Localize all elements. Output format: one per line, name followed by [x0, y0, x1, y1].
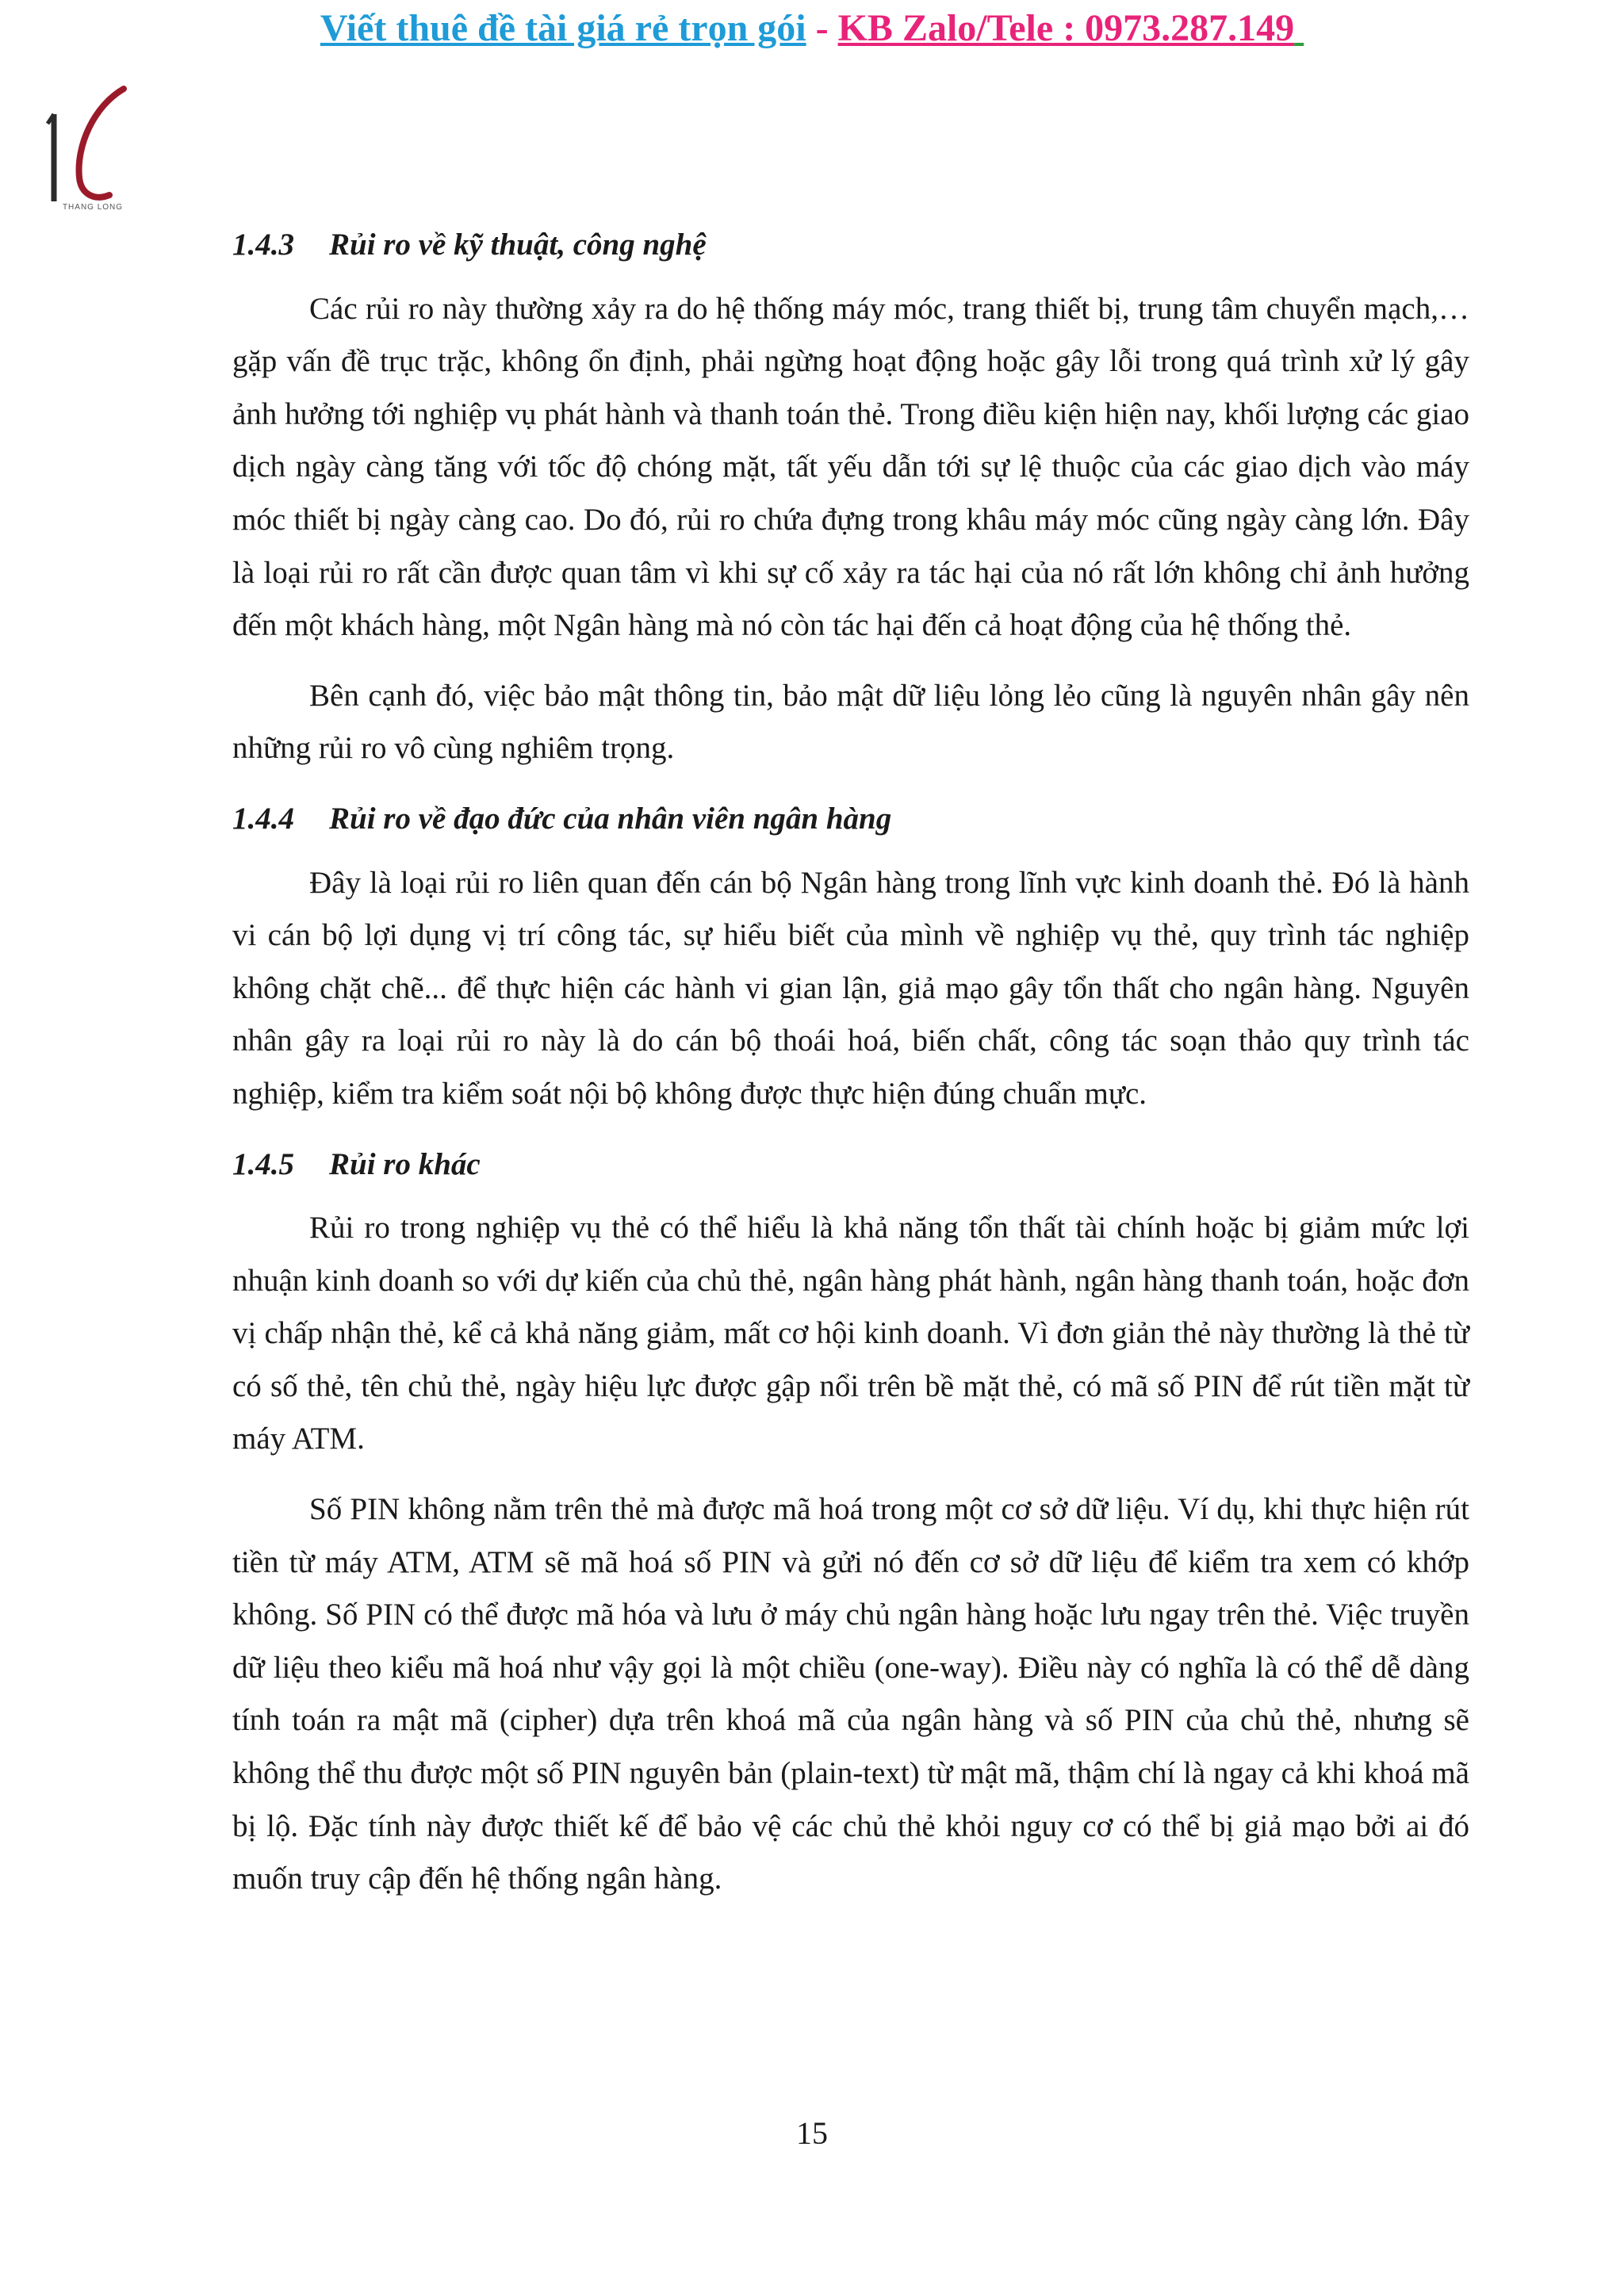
banner-link-contact[interactable]: KB Zalo/Tele : 0973.287.149	[837, 7, 1295, 49]
section-heading	[232, 793, 1469, 846]
banner-separator: -	[806, 7, 838, 49]
logo-caption: THANG LONG	[62, 203, 124, 212]
paragraph: Đây là loại rủi ro liên quan đến cán bộ Ngân hàng trong lĩnh vực kinh doanh thẻ. Đó là hành vi cán bộ lợi dụng vị trí công tác, sự hiểu biết của mình về nghiệp vụ thẻ, quy trình tác nghiệp không chặt chẽ... để thực hiện các hành vi gian lận, giả mạo gây tổn thất cho ngân hàng. Nguyên nhân gây ra loại rủi ro này là do cán bộ thoái hoá, biến chất, công tác soạn thảo quy trình tác nghiệp, kiểm tra kiểm soát nội bộ không được thực hiện đúng chuẩn mực.	[232, 865, 1469, 1111]
section-title: Rủi ro về kỹ thuật, công nghệ	[329, 228, 707, 262]
header-banner	[0, 5, 1624, 52]
banner-underline-tail	[1294, 7, 1304, 49]
document-body	[232, 219, 1469, 1906]
section-number: 1.4.3	[232, 228, 294, 262]
section-heading	[232, 219, 1469, 272]
banner-link-service[interactable]: Viết thuê đề tài giá rẻ trọn gói	[320, 7, 806, 49]
paragraph: Rủi ro trong nghiệp vụ thẻ có thể hiểu là khả năng tổn thất tài chính hoặc bị giảm mức lợi nhuận kinh doanh so với dự kiến của chủ thẻ, ngân hàng phát hành, ngân hàng thanh toán, hoặc đơn vị chấp nhận thẻ, kể cả khả năng giảm, mất cơ hội kinh doanh. Vì đơn giản thẻ này thường là thẻ từ có số thẻ, tên chủ thẻ, ngày hiệu lực được gập nổi trên bề mặt thẻ, có mã số PIN để rút tiền mặt từ máy ATM.	[232, 1211, 1469, 1456]
section-title: Rủi ro khác	[329, 1146, 481, 1181]
section-heading	[232, 1138, 1469, 1192]
paragraph: Các rủi ro này thường xảy ra do hệ thống máy móc, trang thiết bị, trung tâm chuyển mạch,… gặp vấn đề trục trặc, không ổn định, phải ngừng hoạt động hoặc gây lỗi trong quá trình xử lý gây ảnh hưởng tới nghiệp vụ phát hành và thanh toán thẻ. Trong điều kiện hiện nay, khối lượng các giao dịch ngày càng tăng với tốc độ chóng mặt, tất yếu dẫn tới sự lệ thuộc của các giao dịch vào máy móc thiết bị ngày càng cao. Do đó, rủi ro chứa đựng trong khâu máy móc cũng ngày càng lớn. Đây là loại rủi ro rất cần được quan tâm vì khi sự cố xảy ra tác hại của nó rất lớn không chỉ ảnh hưởng đến một khách hàng, một Ngân hàng mà nó còn tác hại đến cả hoạt động của hệ thống thẻ.	[232, 291, 1469, 643]
section-number: 1.4.5	[232, 1146, 294, 1181]
paragraph: Số PIN không nằm trên thẻ mà được mã hoá trong một cơ sở dữ liệu. Ví dụ, khi thực hiện rút tiền từ máy ATM, ATM sẽ mã hoá số PIN và gửi nó đến cơ sở dữ liệu để kiểm tra xem có khớp không. Số PIN có thể được mã hóa và lưu ở máy chủ ngân hàng hoặc lưu ngay trên thẻ. Việc truyền dữ liệu theo kiểu mã hoá như vậy gọi là một chiều (one-way). Điều này có nghĩa là có thể dễ dàng tính toán ra mật mã (cipher) dựa trên khoá mã của ngân hàng và số PIN của chủ thẻ, nhưng sẽ không thể thu được một số PIN nguyên bản (plain-text) từ mật mã, thậm chí là ngay cả khi khoá mã bị lộ. Đặc tính này được thiết kế để bảo vệ các chủ thẻ khỏi nguy cơ có thể bị giả mạo bởi ai đó muốn truy cập đến hệ thống ngân hàng.	[232, 1492, 1469, 1896]
paragraph: Bên cạnh đó, việc bảo mật thông tin, bảo mật dữ liệu lỏng lẻo cũng là nguyên nhân gây nên những rủi ro vô cùng nghiêm trọng.	[232, 678, 1469, 766]
page-number: 15	[796, 2115, 828, 2151]
section-number: 1.4.4	[232, 801, 294, 836]
section-title: Rủi ro về đạo đức của nhân viên ngân hàng	[329, 801, 892, 836]
